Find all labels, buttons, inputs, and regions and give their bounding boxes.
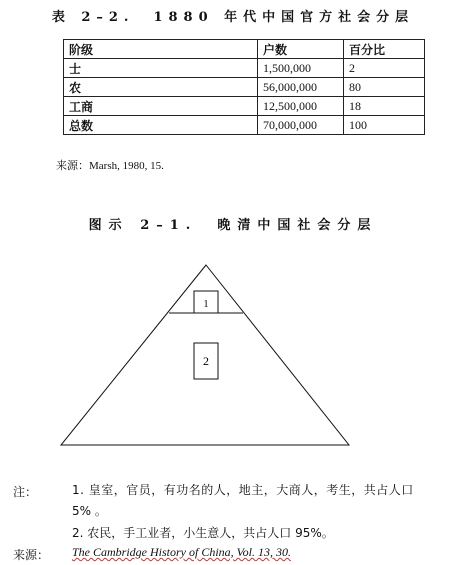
cell-class: 士: [64, 59, 258, 78]
table-row: [64, 116, 425, 135]
cell-households: 70,000,000: [258, 116, 344, 135]
cell-percent: 2: [344, 59, 425, 78]
pyramid-diagram: [0, 255, 466, 455]
cell-percent: 18: [344, 97, 425, 116]
table-header-row: [64, 40, 425, 59]
cell-class: 工商: [64, 97, 258, 116]
figure-source-citation: The Cambridge History of China, Vol. 13, 30.: [72, 545, 292, 559]
header-households: 户数: [258, 40, 344, 59]
note-1-line1: 1. 皇室，官员，有功名的人，地主，大商人，考生，共占人口: [72, 483, 414, 497]
table-title: 表 2–2. 1880 年代中国官方社会分层: [51, 10, 415, 25]
note-2: 2. 农民，手工业者，小生意人，共占人口 95%。: [72, 526, 334, 540]
header-class: 阶级: [64, 40, 258, 59]
cell-households: 12,500,000: [258, 97, 344, 116]
figure-source-label: 来源：: [13, 548, 50, 562]
note-1-line2: 5% 。: [72, 504, 107, 518]
cell-percent: 80: [344, 78, 425, 97]
stratification-table: [63, 39, 425, 135]
tier1-label: 1: [203, 299, 209, 310]
table-row: [64, 97, 425, 116]
table-source: 来源：Marsh, 1980, 15.: [56, 160, 164, 172]
cell-percent: 100: [344, 116, 425, 135]
notes-label: 注：: [13, 485, 38, 499]
figure-title: 图示 2–1. 晚清中国社会分层: [88, 218, 378, 233]
cell-class: 农: [64, 78, 258, 97]
cell-households: 1,500,000: [258, 59, 344, 78]
cell-households: 56,000,000: [258, 78, 344, 97]
table-row: [64, 78, 425, 97]
tier2-label: 2: [203, 354, 209, 368]
cell-class: 总数: [64, 116, 258, 135]
header-percent: 百分比: [344, 40, 425, 59]
table-row: [64, 59, 425, 78]
